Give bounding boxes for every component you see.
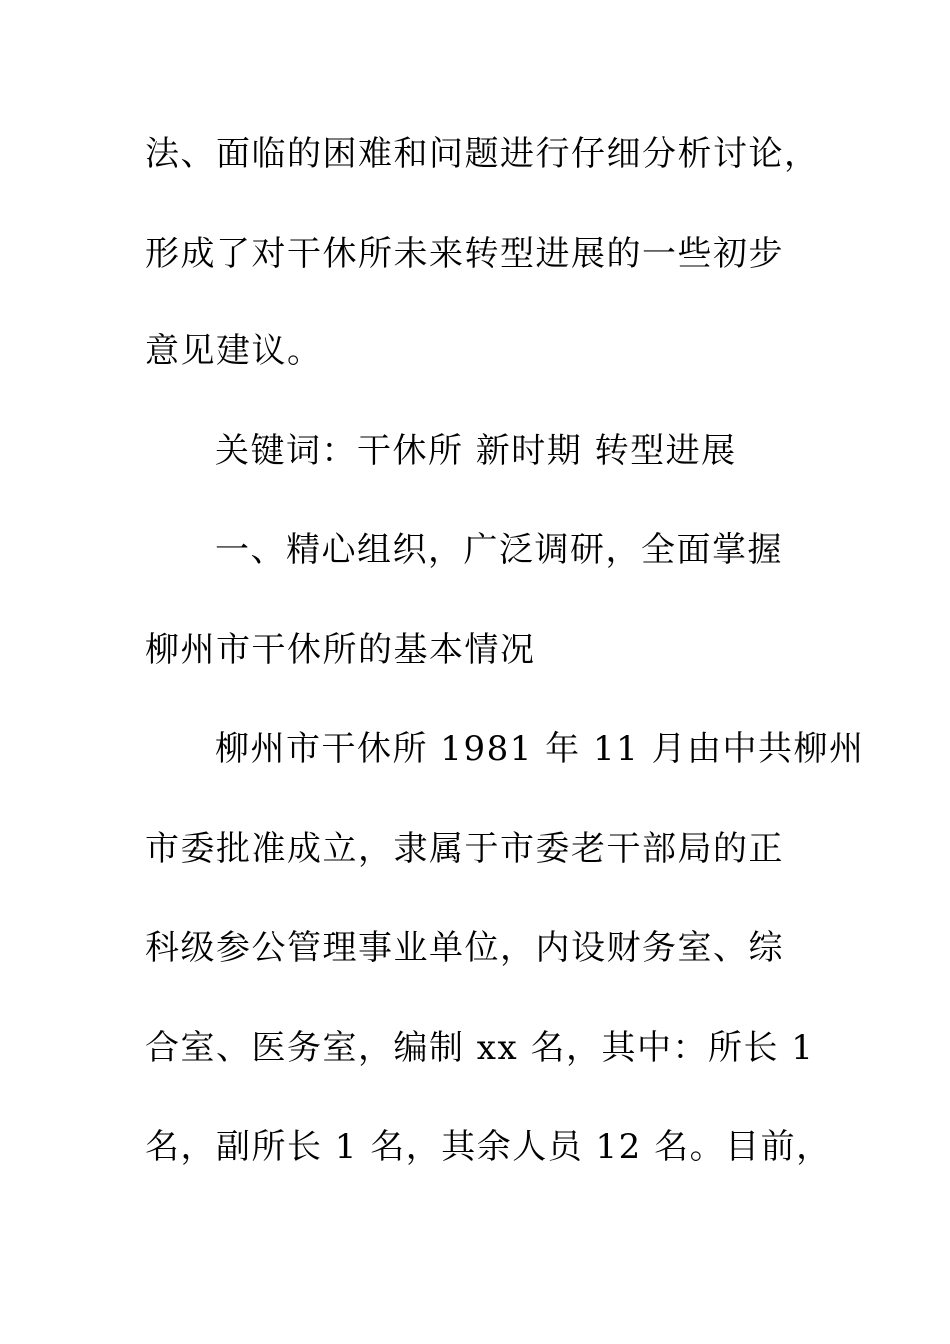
body-text-line: 法、面临的困难和问题进行仔细分析讨论， [145,134,820,174]
section-heading-line: 一、精心组织，广泛调研，全面掌握 [215,530,783,570]
section-heading-line: 柳州市干休所的基本情况 [145,630,536,670]
body-text-line: 柳州市干休所 1981 年 11 月由中共柳州 [215,729,865,769]
body-text-line: 合室、医务室，编制 xx 名，其中：所长 1 [145,1028,815,1068]
body-text-line: 名，副所长 1 名，其余人员 12 名。目前， [145,1127,832,1167]
body-text-line: 科级参公管理事业单位，内设财务室、综 [145,928,784,968]
body-text-line: 市委批准成立，隶属于市委老干部局的正 [145,829,784,869]
keywords-line: 关键词：干休所 新时期 转型进展 [215,431,737,471]
body-text-line: 意见建议。 [145,331,323,371]
body-text-line: 形成了对干休所未来转型进展的一些初步 [145,234,784,274]
